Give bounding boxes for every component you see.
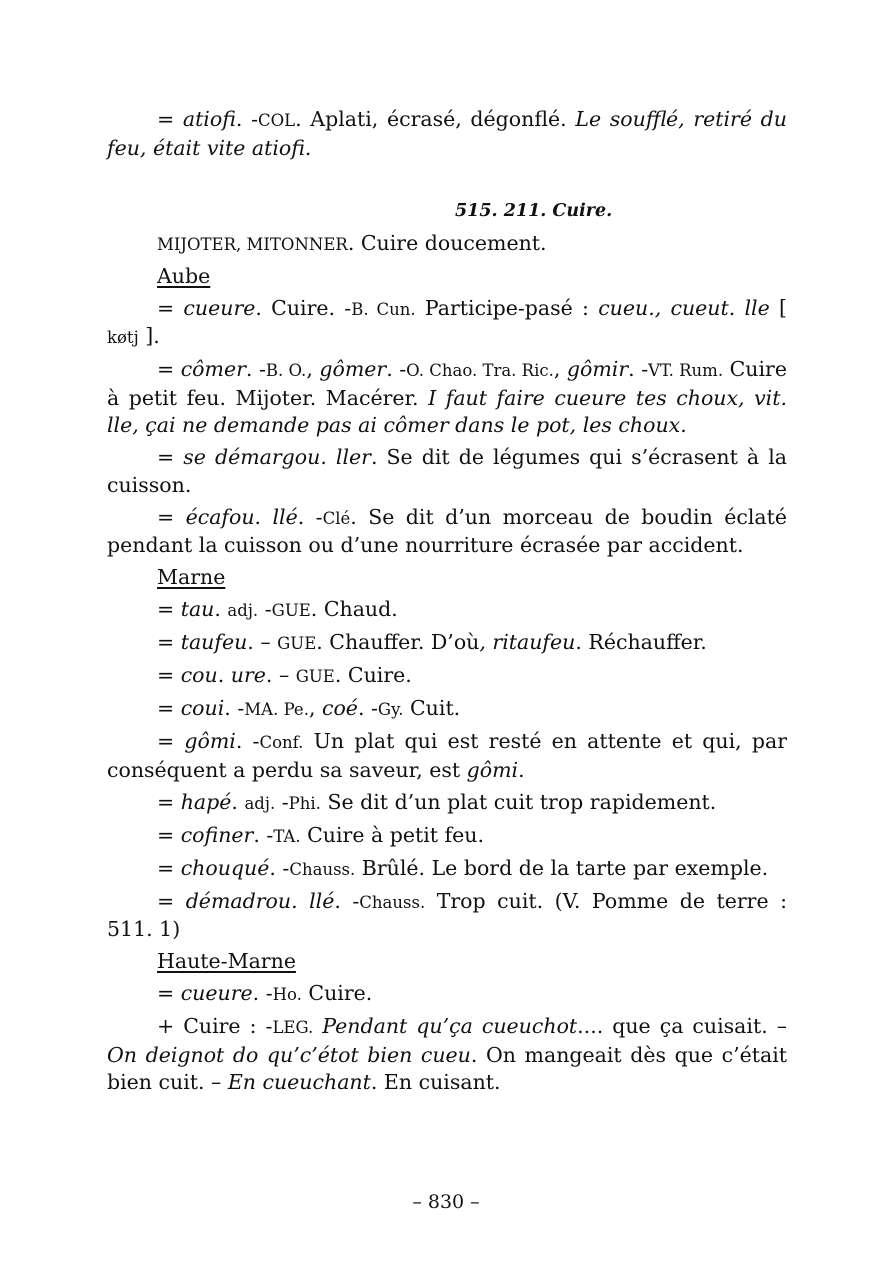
headword: tau (180, 597, 215, 621)
example: En cueuchant (227, 1070, 371, 1094)
example: Le soufflé, retiré du feu, était vite atiofi. (107, 107, 787, 160)
headword: gômir (566, 357, 629, 381)
text: Se dit d’un plat cuit trop rapidement. (320, 789, 717, 814)
locality-abbr: Ho. (272, 985, 302, 1004)
locality-abbr: VT. Rum. (648, 361, 724, 380)
keyword: MIJOTER, MITONNER (157, 234, 348, 254)
entry-gomi (107, 728, 787, 784)
text: . Chauffer. D’où (316, 630, 480, 654)
headword: cueure (180, 981, 253, 1005)
text: . – (247, 630, 278, 654)
text: = (157, 630, 181, 654)
text: = (157, 504, 186, 529)
entry-taufeu (107, 629, 787, 658)
text: Participe-pasé : (415, 295, 599, 320)
text: = (157, 789, 181, 814)
entry-cueure (107, 295, 787, 352)
headword: chouqué (180, 855, 270, 880)
text: . Réchauffer. (575, 630, 707, 654)
text: = (157, 295, 184, 320)
text: . - (253, 822, 274, 847)
locality-abbr: TA. (273, 826, 301, 846)
locality-abbr: Clé (322, 508, 351, 528)
text: . - (334, 888, 360, 913)
entry-coui (107, 695, 787, 724)
headword: hapé (180, 789, 232, 814)
section-title: 515. 211. Cuire. (455, 201, 613, 221)
entry-cofiner (107, 822, 787, 851)
text: - (275, 789, 289, 814)
text: [ (769, 295, 787, 320)
headword: atiofi (182, 107, 236, 131)
example: I faut faire cueure tes choux, vit. lle, çai ne demande pas ai cômer dans le pot, les choux. (107, 385, 787, 437)
text: . - (235, 107, 258, 131)
text: . - (297, 504, 323, 529)
text: , (306, 357, 320, 381)
text: . (214, 597, 228, 621)
headword: , ritaufeu (479, 630, 576, 654)
page-body (107, 106, 787, 1101)
region-heading-marne (107, 564, 787, 592)
entry-atiofi (107, 106, 787, 162)
text: . - (235, 729, 260, 753)
region-heading-haute-marne (107, 948, 787, 976)
text: = (157, 663, 181, 687)
entry-demadroulle (107, 888, 787, 944)
grammar-abbr: adj. (244, 793, 276, 813)
headword: coé (321, 696, 358, 720)
text: Brûlé. Le bord de la tarte par exemple. (355, 855, 769, 880)
text: . - (252, 981, 273, 1005)
headword: coui (180, 696, 225, 720)
headword: taufeu (180, 630, 248, 654)
text: = (157, 822, 181, 847)
locality-abbr: Conf. (259, 733, 304, 752)
text: = (157, 357, 181, 381)
example: Pendant qu’ça cueuchot (322, 1014, 578, 1038)
locality-abbr: Chauss. (289, 859, 356, 879)
text: . On mangeait dès que c’était bien cuit. – (107, 1042, 787, 1094)
headword: gômi (466, 757, 519, 782)
entry-se-demargouller (107, 444, 787, 499)
text: . - (386, 357, 407, 381)
text: Cuit. (403, 696, 461, 720)
entry-tau (107, 596, 787, 625)
example: On deignot do qu’c’étot bien cueu (107, 1042, 471, 1067)
headword: démadrou. llé (185, 888, 335, 913)
text: . Cuire. (334, 663, 412, 687)
region-label: Aube (157, 263, 211, 288)
text: . Chaud. (310, 597, 398, 621)
text: . Cuire doucement. (347, 230, 547, 255)
locality-abbr: GUE (271, 601, 311, 620)
headword: cou. ure (180, 663, 266, 687)
headword: cueure (183, 295, 256, 320)
text: Trop cuit. (V. Pomme de terre : 511. 1) (107, 888, 787, 941)
text: . En cuisant. (370, 1070, 501, 1094)
headword: cueu., cueut. lle (598, 295, 770, 320)
text: = (157, 445, 184, 469)
locality-abbr: COL (258, 111, 296, 130)
locality-abbr: GUE (295, 667, 335, 686)
text: . - (357, 696, 378, 720)
entry-ecafoulle (107, 504, 787, 560)
text: + Cuire : - (157, 1014, 273, 1038)
headword: gômi (184, 729, 236, 753)
phonetic: køtj (107, 328, 139, 347)
text: = (157, 597, 181, 621)
headword: cofiner (180, 822, 254, 847)
text: Cuire à petit feu. Mijoter. Macérer. (107, 357, 787, 410)
headword: gômer (319, 357, 387, 381)
text: . (518, 757, 525, 782)
text: = (157, 888, 186, 913)
locality-abbr: Phi. (288, 793, 321, 813)
text: . (231, 789, 245, 814)
entry-cuire-leg (107, 1013, 787, 1097)
text (313, 1014, 322, 1038)
text: Un plat qui est resté en attente et qui, par conséquent a perdu sa saveur, est (107, 729, 787, 782)
locality-abbr: B. Cun. (351, 299, 416, 319)
grammar-abbr: adj. (227, 601, 259, 620)
text: .... que ça cuisait. – (577, 1014, 787, 1038)
headword: se démargou. ller (183, 445, 371, 469)
region-heading-aube (107, 263, 787, 291)
text: = (157, 981, 181, 1005)
locality-abbr: MA. Pe. (244, 700, 309, 719)
text: = (157, 696, 181, 720)
text: . Se dit d’un morceau de boudin éclaté pendant la cuisson ou d’une nourriture écrasée par accident. (107, 504, 787, 557)
text: = (157, 729, 185, 753)
text: . - (269, 855, 290, 880)
text: . – (265, 663, 296, 687)
entry-chouque (107, 855, 787, 884)
region-label: Haute-Marne (157, 949, 296, 973)
text: = (157, 855, 181, 880)
region-label: Marne (157, 565, 226, 589)
locality-abbr: Gy. (377, 700, 404, 719)
locality-abbr: LEG. (272, 1018, 314, 1037)
text: . Cuire. - (255, 295, 352, 320)
locality-abbr: O. Chao. Tra. Ric. (406, 361, 554, 380)
entry-couure (107, 662, 787, 691)
text: . - (224, 696, 245, 720)
entry-comer (107, 356, 787, 440)
text: . Aplati, écrasé, dégonflé. (295, 107, 576, 131)
text: . - (628, 357, 649, 381)
text: Cuire à petit feu. (300, 822, 484, 847)
text: = (157, 107, 183, 131)
text: , (308, 696, 322, 720)
locality-abbr: B. O. (265, 361, 307, 380)
text: - (258, 597, 272, 621)
page-number: – 830 – (412, 1191, 480, 1213)
text: Cuire. (301, 981, 373, 1005)
text: , (553, 357, 567, 381)
text: . - (245, 357, 266, 381)
locality-abbr: GUE (277, 634, 317, 653)
entry-hape (107, 789, 787, 818)
text: ]. (138, 324, 160, 348)
entry-cueure-ho (107, 980, 787, 1009)
entry-mijoter (107, 230, 787, 259)
locality-abbr: Chauss. (359, 892, 426, 912)
text: . Se dit de légumes qui s’écrasent à la cuisson. (107, 445, 787, 497)
headword: cômer (180, 357, 246, 381)
headword: écafou. llé (185, 504, 298, 529)
